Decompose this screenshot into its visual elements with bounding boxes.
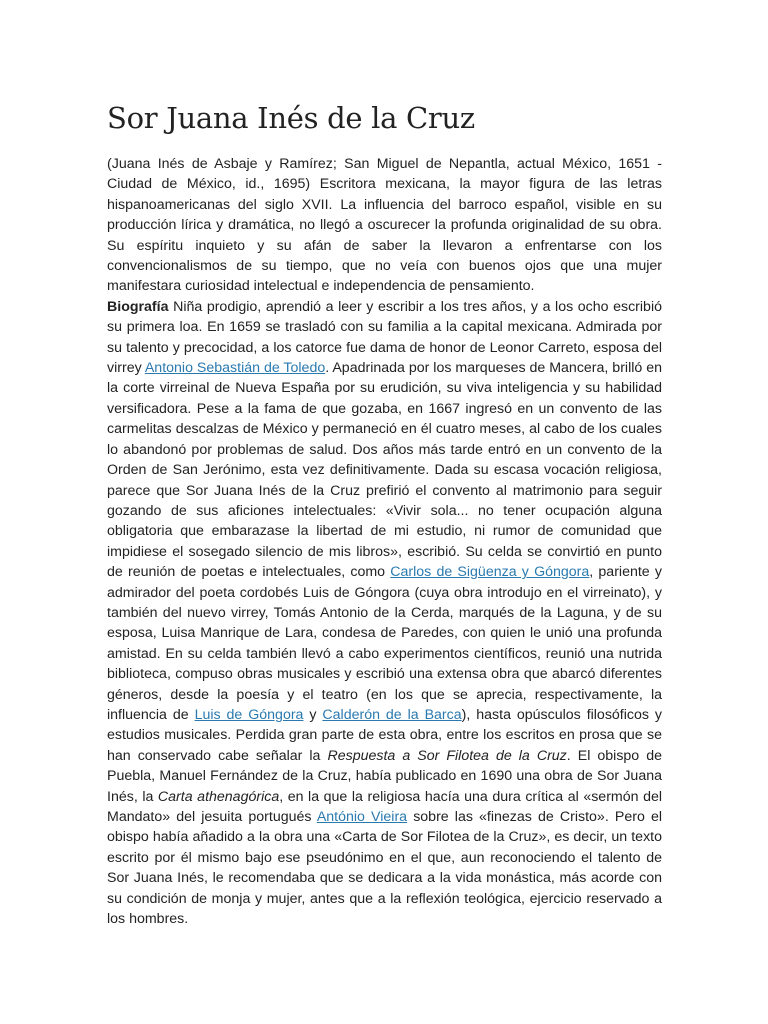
link-antonio-vieira[interactable]: António Vieira — [316, 809, 408, 825]
biography-label: Biografía — [107, 298, 169, 315]
bio-text: . El obispo de Puebla, Manuel Fernández de la Cruz, había publicado en 1690 una obra de Sor Juana Inés, la — [107, 747, 662, 805]
article — [107, 92, 662, 929]
link-calderon-de-la-barca[interactable]: Calderón de la Barca — [322, 706, 462, 723]
bio-text: Niña prodigio, aprendió a leer y escribir a los tres años, y a los ocho escribió su primera loa. En 1659 se trasladó con su familia a la capital mexicana. Admirada por su talento y precocidad, a los catorce fue dama de honor de Leonor Carreto, esposa del virrey — [107, 298, 662, 377]
bio-text: , pariente y admirador del poeta cordobés Luis de Góngora (cuya obra introdujo en el virreinato), y también del nuevo virrey, Tomás Antonio de la Cerda, marqués de la Laguna, y de su esposa, Luisa Manrique de Lara, condesa de Paredes, con quien le unió una profunda amistad. En su celda también llevó a cabo experimentos científicos, reunió una nutrida biblioteca, compuso obras musicales y escribió una extensa obra que abarcó diferentes géneros, desde la poesía y el teatro (en los que se aprecia, respectivamente, la influencia de — [107, 564, 662, 723]
bio-text: y — [303, 706, 323, 723]
intro-paragraph: (Juana Inés de Asbaje y Ramírez; San Miguel de Nepantla, actual México, 1651 - Ciudad de México, id., 1695) Escritora mexicana, la mayor figura de las letras hispanoamericanas del siglo XVII. La influencia del barroco español, visible en su producción lírica y dramática, no llegó a oscurecer la profunda originalidad de su obra. Su espíritu inquieto y su afán de saber la llevaron a enfrentarse con los convencionalismos de su tiempo, que no veía con buenos ojos que una mujer manifestara curiosidad intelectual e independencia de pensamiento. — [107, 156, 662, 295]
bio-text: sobre las «finezas de Cristo». Pero el obispo había añadido a la obra una «Carta de Sor Filotea de la Cruz», es decir, un texto escrito por él mismo bajo ese pseudónimo en el que, aun reconociendo el talento de Sor Juana Inés, le recomendaba que se dedicara a la vida monástica, más acorde con su condición de monja y mujer, antes que a la reflexión teológica, ejercicio reservado a los hombres. — [107, 809, 663, 928]
biography-paragraph — [107, 297, 662, 930]
bio-text: ), hasta opúsculos filosóficos y estudios musicales. Perdida gran parte de esta obra, entre los escritos en prosa que se han conservado cabe señalar la — [107, 706, 663, 764]
link-carlos-de-siguenza-y-gongora[interactable]: Carlos de Sigüenza y Góngora — [390, 564, 590, 581]
bio-text: . Apadrinada por los marqueses de Mancera, brilló en la corte virreinal de Nueva España por su erudición, su viva inteligencia y su habilidad versificadora. Pese a la fama de que gozaba, en 1667 ingresó en un convento de las carmelitas descalzas de México y permaneció en él cuatro meses, al cabo de los cuales lo abandonó por problemas de salud. Dos años más tarde entró en un convento de la Orden de San Jerónimo, esta vez definitivamente. Dada su escasa vocación religiosa, parece que Sor Juana Inés de la Cruz prefirió el convento al matrimonio para seguir gozando de sus aficiones intelectuales: «Vivir sola... no tener ocupación alguna obligatoria que embarazase la libertad de mi estudio, ni rumor de comunidad que impidiese el sosegado silencio de mis libros», escribió. Su celda se convirtió en punto de reunión de poetas e intelectuales, como — [107, 360, 662, 581]
work-title-carta-athenagorica: Carta athenagórica — [157, 788, 280, 805]
bio-text: , en la que la religiosa hacía una dura crítica al «sermón del Mandato» del jesuita portugués — [107, 788, 663, 825]
page-title: Sor Juana Inés de la Cruz — [107, 101, 475, 135]
link-luis-de-gongora[interactable]: Luis de Góngora — [194, 706, 304, 723]
link-antonio-sebastian-de-toledo[interactable]: Antonio Sebastián de Toledo — [144, 360, 326, 377]
work-title-respuesta: Respuesta a Sor Filotea de la Cruz — [327, 747, 567, 764]
